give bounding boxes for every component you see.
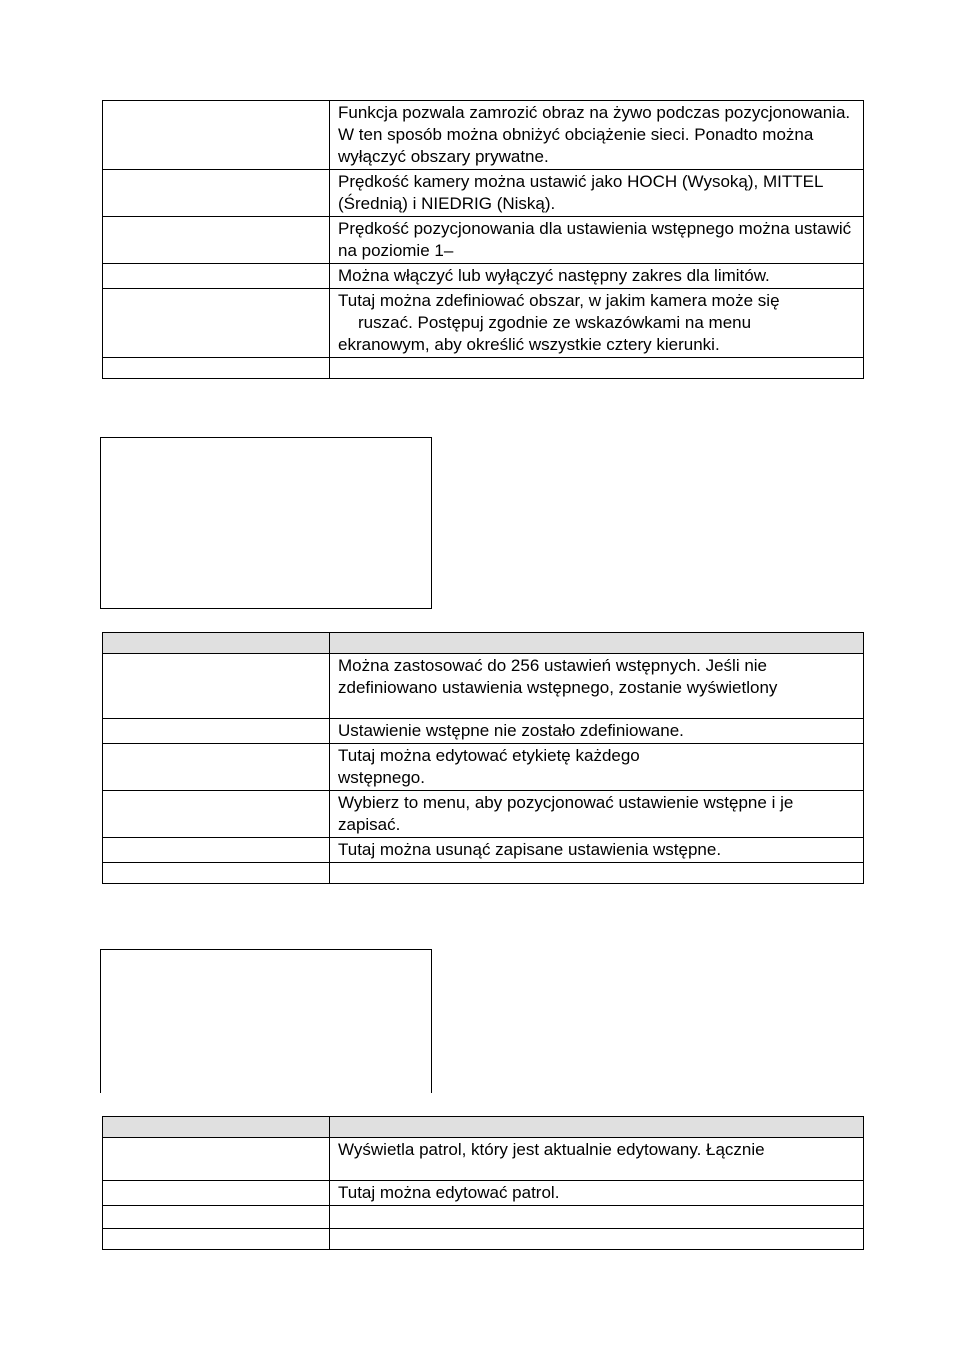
header-cell [103,1117,330,1138]
header-cell [330,633,864,654]
row-description: Prędkość pozycjonowania dla ustawienia wstępnego można ustawić na poziomie 1– [330,217,864,264]
row-label [103,654,330,719]
table-row [103,264,864,289]
table-row [103,1138,864,1181]
table-row [103,791,864,838]
table-row [103,1181,864,1206]
table-row [103,863,864,884]
row-description [330,863,864,884]
row-label [103,1206,330,1229]
row-label [103,170,330,217]
header-cell [330,1117,864,1138]
osd-menu-screenshot [100,437,432,609]
table-row [103,101,864,170]
settings-table-1 [102,100,864,379]
row-description: Można włączyć lub wyłączyć następny zakres dla limitów. [330,264,864,289]
settings-table-3 [102,1116,864,1250]
row-label [103,838,330,863]
row-description: Funkcja pozwala zamrozić obraz na żywo podczas pozycjonowania. W ten sposób można obniżyć obciążenie sieci. Ponadto można wyłączyć obszary prywatne. [330,101,864,170]
row-label [103,863,330,884]
table-row [103,1206,864,1229]
description-line: Tutaj można zdefiniować obszar, w jakim kamera może się [338,291,780,310]
row-description [330,744,864,791]
row-description: Ustawienie wstępne nie zostało zdefiniowane. [330,719,864,744]
row-label [103,1138,330,1181]
table-row [103,217,864,264]
row-description [330,1229,864,1250]
row-label [103,264,330,289]
row-label [103,1229,330,1250]
table-row [103,289,864,358]
row-description: Prędkość kamery można ustawić jako HOCH (Wysoką), MITTEL (Średnią) i NIEDRIG (Niską). [330,170,864,217]
row-description: Tutaj można usunąć zapisane ustawienia wstępne. [330,838,864,863]
table-row [103,1229,864,1250]
row-label [103,719,330,744]
row-description: Wyświetla patrol, który jest aktualnie edytowany. Łącznie [330,1138,864,1181]
header-cell [103,633,330,654]
table-row [103,170,864,217]
description-line: Tutaj można edytować etykietę każdego [338,746,640,765]
row-description [330,289,864,358]
row-label [103,791,330,838]
table-row [103,719,864,744]
table-header-row [103,1117,864,1138]
table-row [103,838,864,863]
table-header-row [103,633,864,654]
row-description [330,358,864,379]
description-line: ekranowym, aby określić wszystkie cztery kierunki. [338,335,720,354]
row-description: Tutaj można edytować patrol. [330,1181,864,1206]
table-row [103,744,864,791]
row-label [103,358,330,379]
row-description [330,654,864,719]
osd-menu-screenshot [100,949,432,1093]
table-row [103,654,864,719]
table-row [103,358,864,379]
settings-table-2 [102,632,864,884]
description-line: wstępnego. [338,768,425,787]
row-label [103,1181,330,1206]
row-label [103,217,330,264]
description-line: zdefiniowano ustawienia wstępnego, zostanie wyświetlony [338,678,778,697]
row-label [103,289,330,358]
row-description [330,1206,864,1229]
description-line: ruszać. Postępuj zgodnie ze wskazówkami na menu [358,313,752,332]
row-label [103,101,330,170]
row-label [103,744,330,791]
row-description: Wybierz to menu, aby pozycjonować ustawienie wstępne i je zapisać. [330,791,864,838]
description-line: Można zastosować do 256 ustawień wstępnych. Jeśli nie [338,656,768,675]
